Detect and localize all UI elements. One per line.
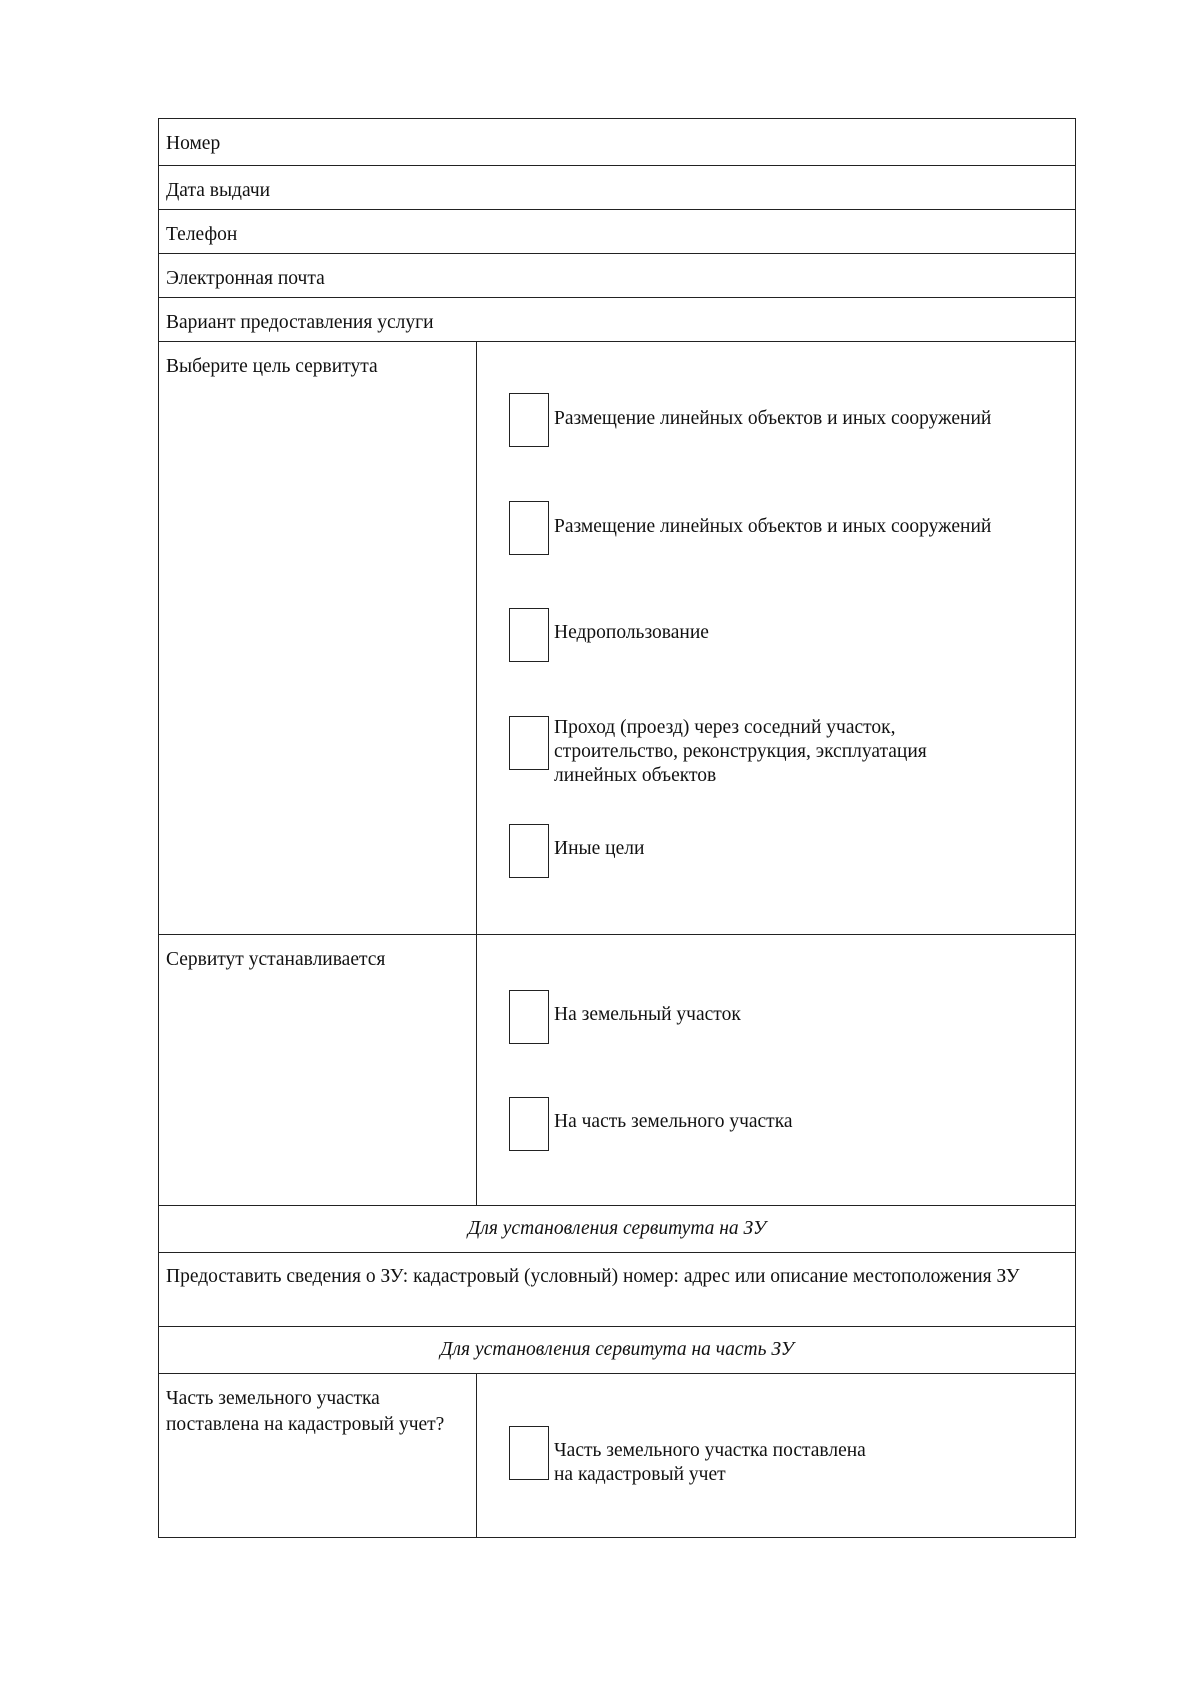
purpose-option-3[interactable]	[509, 608, 709, 662]
established-option-2-label: На часть земельного участка	[554, 1111, 793, 1132]
purpose-option-2[interactable]	[509, 501, 991, 555]
established-option-2[interactable]	[509, 1097, 793, 1151]
part-option[interactable]	[509, 1426, 866, 1487]
purpose-options-cell	[477, 342, 1076, 935]
row-zu-heading	[159, 1206, 1076, 1253]
established-option-1[interactable]	[509, 990, 741, 1044]
field-email[interactable]: Электронная почта	[159, 254, 1076, 298]
purpose-checkbox-4[interactable]	[509, 716, 549, 770]
purpose-option-2-label: Размещение линейных объектов и иных сооружений	[554, 516, 992, 537]
field-issue-date[interactable]: Дата выдачи	[159, 166, 1076, 210]
purpose-option-5[interactable]	[509, 824, 644, 878]
part-options-cell	[477, 1374, 1076, 1538]
purpose-checkbox-3[interactable]	[509, 608, 549, 662]
row-phone	[159, 210, 1076, 254]
field-phone[interactable]: Телефон	[159, 210, 1076, 254]
purpose-checkbox-2[interactable]	[509, 501, 549, 555]
servitude-form	[158, 118, 1076, 1538]
purpose-option-1-label: Размещение линейных объектов и иных сооружений	[554, 408, 992, 429]
established-checkbox-2[interactable]	[509, 1097, 549, 1151]
field-number[interactable]: Номер	[159, 119, 1076, 166]
purpose-option-4[interactable]	[509, 716, 927, 788]
row-part-cadastral	[159, 1374, 1076, 1538]
field-service-variant[interactable]: Вариант предоставления услуги	[159, 298, 1076, 342]
established-label: Сервитут устанавливается	[159, 935, 477, 1206]
purpose-option-4-label: Проход (проезд) через соседний участок, строительство, реконструкция, эксплуатация линейных объектов	[554, 717, 927, 786]
purpose-option-3-label: Недропользование	[554, 622, 709, 643]
purpose-option-1[interactable]	[509, 393, 991, 447]
established-options-cell	[477, 935, 1076, 1206]
part-section-heading: Для установления сервитута на часть ЗУ	[159, 1327, 1076, 1374]
part-cadastral-label: Часть земельного участка поставлена на кадастровый учет?	[159, 1374, 477, 1538]
purpose-checkbox-1[interactable]	[509, 393, 549, 447]
row-servitude-purpose	[159, 342, 1076, 935]
zu-section-heading: Для установления сервитута на ЗУ	[159, 1206, 1076, 1253]
purpose-label: Выберите цель сервитута	[159, 342, 477, 935]
part-checkbox[interactable]	[509, 1426, 549, 1480]
purpose-option-5-label: Иные цели	[554, 838, 645, 859]
row-zu-details	[159, 1253, 1076, 1327]
row-number	[159, 119, 1076, 166]
part-option-label: Часть земельного участка поставлена на кадастровый учет	[554, 1440, 866, 1485]
purpose-checkbox-5[interactable]	[509, 824, 549, 878]
row-issue-date	[159, 166, 1076, 210]
row-servitude-established	[159, 935, 1076, 1206]
established-option-1-label: На земельный участок	[554, 1004, 741, 1025]
established-checkbox-1[interactable]	[509, 990, 549, 1044]
row-part-heading	[159, 1327, 1076, 1374]
row-service-variant	[159, 298, 1076, 342]
row-email	[159, 254, 1076, 298]
zu-details-field[interactable]: Предоставить сведения о ЗУ: кадастровый (условный) номер: адрес или описание местоположения ЗУ	[159, 1253, 1076, 1327]
